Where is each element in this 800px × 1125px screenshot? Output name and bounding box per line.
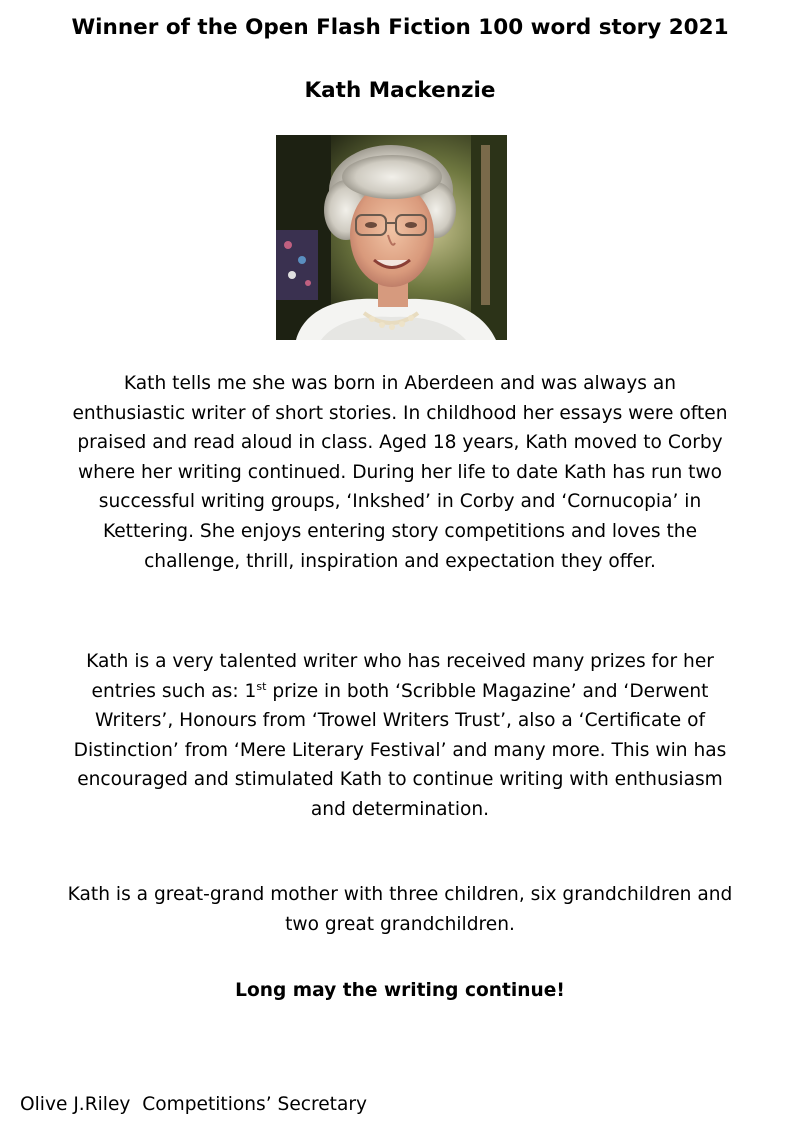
paragraph-line [10,677,790,707]
family-paragraph [10,880,790,939]
winner-portrait-photo [276,135,507,340]
portrait-image [276,135,507,340]
paragraph-line: and determination. [310,798,490,820]
paragraph-line: Kath is a very talented writer who has received many prizes for her [86,651,714,672]
paragraph-line: praised and read aloud in class. Aged 18 years, Kath moved to Corby [77,432,723,454]
paragraph-line: two great grandchildren. [285,913,515,935]
paragraph-line: encouraged and stimulated Kath to continue writing with enthusiasm [77,769,723,791]
achievements-paragraph [10,647,790,825]
paragraph-line: Writers’, Honours from ‘Trowel Writers Trust’, also a ‘Certificate of [94,710,705,732]
paragraph-line: enthusiastic writer of short stories. In childhood her essays were often [72,402,728,424]
line-text: prize in both ‘Scribble Magazine’ and ‘Derwent [266,680,709,702]
paragraph-line: Kettering. She enjoys entering story competitions and loves the [102,520,698,542]
paragraph-line: successful writing groups, ‘Inkshed’ in Corby and ‘Cornucopia’ in [98,491,702,513]
paragraph-line: where her writing continued. During her life to date Kath has run two [77,461,723,483]
paragraph-line: Kath is a great-grand mother with three children, six grandchildren and [67,884,733,905]
signature-line: Olive J.Riley Competitions’ Secretary [20,1094,367,1115]
winner-name: Kath Mackenzie [304,78,496,103]
paragraph-line: challenge, thrill, inspiration and expectation they offer. [144,550,656,572]
paragraph-line: Distinction’ from ‘Mere Literary Festival’ and many more. This win has [73,739,727,761]
ordinal-suffix: st [256,679,267,693]
paragraph-line: Kath tells me she was born in Aberdeen and was always an [123,373,677,394]
page-title: Winner of the Open Flash Fiction 100 word story 2021 [71,15,729,40]
biography-paragraph [10,369,790,576]
closing-line: Long may the writing continue! [235,980,565,1001]
line-text: entries such as: 1 [91,680,257,702]
